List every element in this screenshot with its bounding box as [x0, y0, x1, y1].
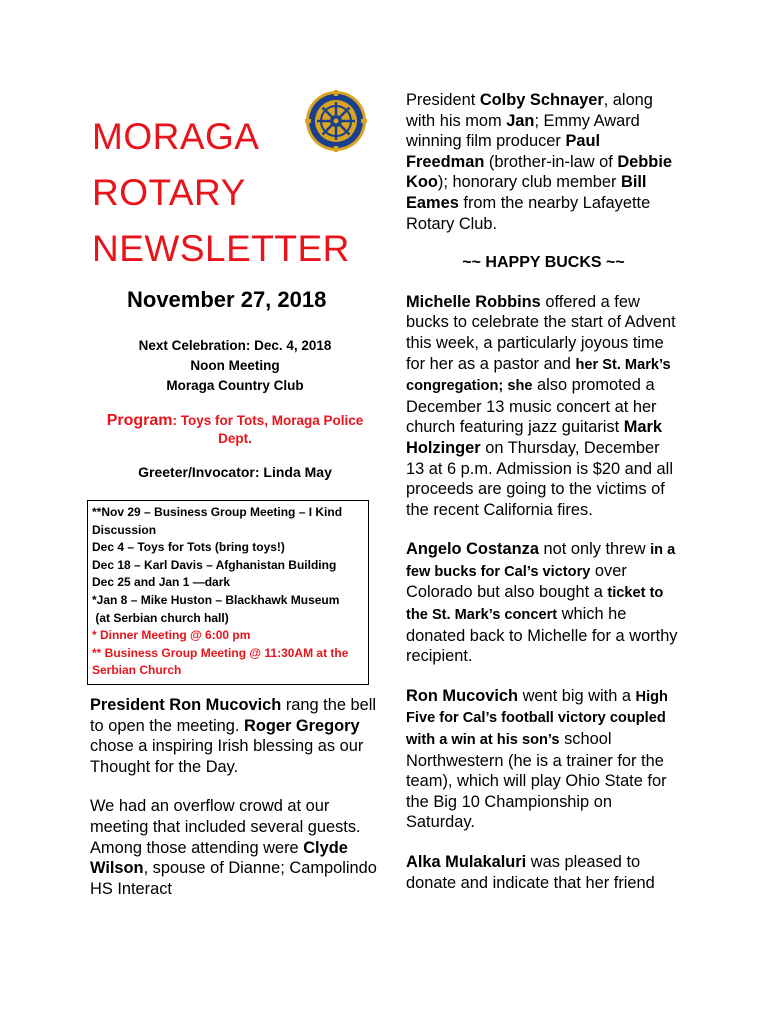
masthead: [90, 90, 380, 312]
program-text: : Toys for Tots, Moraga Police Dept.: [172, 413, 364, 446]
person-name: Colby Schnayer: [479, 91, 604, 109]
rotary-wheel-logo: [305, 90, 367, 152]
title-line-2: ROTARY: [92, 172, 246, 213]
paragraph-angelo: [406, 539, 681, 667]
text-run: , along with his mom: [406, 91, 653, 130]
text-run: (brother-in-law of: [484, 152, 618, 171]
text-run: school Northwestern (he is a trainer for the team), which will play Ohio State for the Big 10 Championship on Saturday.: [406, 730, 667, 832]
schedule-item: (at Serbian church hall): [92, 610, 229, 625]
person-name: Jan: [506, 111, 535, 130]
schedule-item: Dec 4 – Toys for Tots (bring toys!): [92, 540, 285, 555]
text-run: went big with a: [518, 686, 636, 705]
person-name: Paul Freedman: [406, 132, 601, 171]
schedule-box: [87, 500, 369, 685]
left-article: [90, 695, 380, 918]
next-celebration: Next Celebration: Dec. 4, 2018: [138, 338, 332, 353]
text-run: also promoted a December 13 music concert at her church featuring jazz guitarist: [406, 376, 657, 437]
person-name: President Ron Mucovich: [90, 696, 282, 714]
text-run: ); honorary club member: [437, 173, 621, 192]
paragraph-opening: [90, 695, 380, 777]
text-run: not only threw: [538, 540, 651, 559]
emphasis: her St. Mark’s congregation; she: [406, 356, 671, 395]
person-name: Angelo Costanza: [406, 540, 539, 559]
program-label: Program: [106, 412, 173, 429]
paragraph-michelle: [406, 292, 681, 521]
business-note: ** Business Group Meeting @ 11:30AM at the Serbian Church: [92, 645, 349, 678]
text-run: ; Emmy Award winning film producer: [406, 111, 640, 151]
paragraph-guests-continued: [406, 90, 681, 234]
text-run: was pleased to donate and indicate that her friend: [406, 853, 655, 892]
paragraph-guests: [90, 796, 380, 899]
meeting-venue: Moraga Country Club: [166, 378, 304, 393]
title-line-1: MORAGA: [92, 116, 260, 157]
person-name: Michelle Robbins: [406, 292, 541, 311]
person-name: Debbie Koo: [406, 152, 672, 192]
paragraph-ron: [406, 686, 681, 833]
person-name: Clyde Wilson: [90, 838, 348, 878]
person-name: Alka Mulakaluri: [406, 853, 527, 871]
greeter-invocator: Greeter/Invocator: Linda May: [138, 464, 332, 480]
person-name: Ron Mucovich: [406, 686, 519, 705]
happy-bucks-heading: ~~ HAPPY BUCKS ~~: [462, 254, 625, 272]
text-run: , spouse of Dianne; Campolindo HS Interact: [90, 859, 377, 898]
program: [90, 412, 380, 448]
left-column: [90, 90, 380, 898]
person-name: Mark Holzinger: [406, 418, 663, 457]
text-run: on Thursday, December 13 at 6 p.m. Admission is $20 and all proceeds are going to the victims of the recent California fires.: [406, 438, 673, 519]
meeting-time: Noon Meeting: [190, 358, 280, 373]
emphasis: High Five for Cal’s football victory coupled with a win at his son’s: [406, 688, 668, 749]
emphasis: in a few bucks for Cal’s victory: [406, 542, 676, 580]
text-run: from the nearby Lafayette Rotary Club.: [406, 193, 651, 233]
schedule-item: **Nov 29 – Business Group Meeting – I Kind Discussion: [92, 505, 343, 537]
text-run: We had an overflow crowd at our meeting that included several guests. Among those attending were: [90, 797, 361, 857]
text-run: President: [406, 91, 480, 109]
text-run: over Colorado but also bought a: [406, 561, 627, 602]
emphasis: ticket to the St. Mark’s concert: [406, 585, 664, 624]
text-run: which he donated back to Michelle for a worthy recipient.: [406, 605, 678, 666]
schedule-item: *Jan 8 – Mike Huston – Blackhawk Museum: [92, 592, 340, 607]
title-line-3: NEWSLETTER: [92, 228, 350, 269]
next-celebration-block: [90, 336, 380, 396]
schedule-item: Dec 18 – Karl Davis – Afghanistan Building: [92, 557, 337, 572]
person-name: Roger Gregory: [244, 716, 360, 735]
paragraph-alka: [406, 852, 681, 893]
person-name: Bill Eames: [406, 173, 647, 212]
issue-date: November 27, 2018: [127, 287, 327, 312]
text-run: offered a few bucks to celebrate the start of Advent this week, a particularly joyous time for her as a pastor and: [406, 292, 676, 373]
text-run: rang the bell to open the meeting.: [90, 696, 377, 735]
text-run: chose a inspiring Irish blessing as our Thought for the Day.: [90, 737, 364, 776]
schedule-item: Dec 25 and Jan 1 —dark: [92, 575, 231, 590]
right-column: [406, 90, 681, 912]
dinner-note: * Dinner Meeting @ 6:00 pm: [92, 628, 251, 643]
